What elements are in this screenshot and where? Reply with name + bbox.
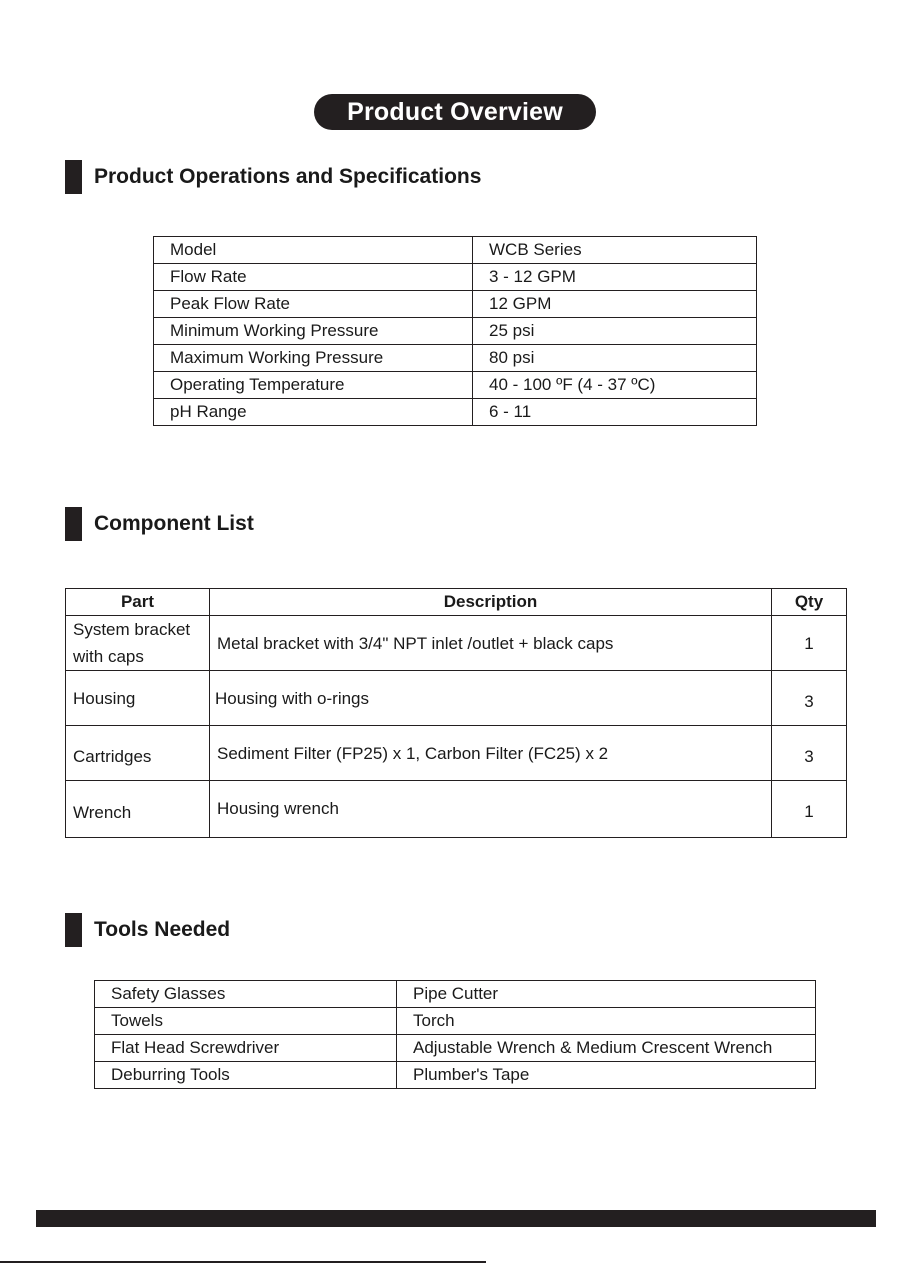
tool-cell: Torch (397, 1008, 816, 1035)
page-bottom-rule (0, 1261, 486, 1263)
table-row (66, 616, 847, 671)
spec-value: 6 - 11 (473, 399, 757, 426)
spec-value: 25 psi (473, 318, 757, 345)
spec-value: 3 - 12 GPM (473, 264, 757, 291)
table-row (66, 781, 847, 838)
spec-label: Model (154, 237, 473, 264)
part-cell: System bracket with caps (66, 616, 210, 671)
part-cell: Wrench (66, 781, 210, 838)
part-cell: Housing (66, 671, 210, 726)
description-cell: Housing with o-rings (210, 671, 772, 726)
qty-cell: 1 (772, 781, 847, 838)
spec-label: Operating Temperature (154, 372, 473, 399)
spec-label: pH Range (154, 399, 473, 426)
part-cell: Cartridges (66, 726, 210, 781)
component-table (65, 588, 847, 838)
section-marker (65, 507, 82, 541)
tool-cell: Plumber's Tape (397, 1062, 816, 1089)
footer-bar (36, 1210, 876, 1227)
tool-cell: Adjustable Wrench & Medium Crescent Wrench (397, 1035, 816, 1062)
column-header-description: Description (210, 589, 772, 616)
spec-value: 12 GPM (473, 291, 757, 318)
description-cell: Sediment Filter (FP25) x 1, Carbon Filter (FC25) x 2 (210, 726, 772, 781)
description-cell: Housing wrench (210, 781, 772, 838)
tool-cell: Deburring Tools (95, 1062, 397, 1089)
section-heading-components (65, 507, 254, 541)
tool-cell: Towels (95, 1008, 397, 1035)
table-row (154, 264, 757, 291)
tool-cell: Safety Glasses (95, 981, 397, 1008)
section-marker (65, 160, 82, 194)
table-row (154, 372, 757, 399)
table-row (95, 981, 816, 1008)
table-row (66, 726, 847, 781)
tool-cell: Flat Head Screwdriver (95, 1035, 397, 1062)
section-title-tools: Tools Needed (94, 918, 231, 941)
section-heading-specs (65, 160, 481, 194)
table-row (154, 399, 757, 426)
table-row (154, 291, 757, 318)
spec-label: Maximum Working Pressure (154, 345, 473, 372)
table-row (154, 318, 757, 345)
table-row (154, 345, 757, 372)
table-row (95, 1035, 816, 1062)
tool-cell: Pipe Cutter (397, 981, 816, 1008)
qty-cell: 3 (772, 671, 847, 726)
column-header-qty: Qty (772, 589, 847, 616)
table-header-row (66, 589, 847, 616)
specifications-table (153, 236, 757, 426)
table-row (66, 671, 847, 726)
section-heading-tools (65, 913, 230, 947)
table-row (154, 237, 757, 264)
spec-label: Flow Rate (154, 264, 473, 291)
qty-cell: 3 (772, 726, 847, 781)
qty-cell: 1 (772, 616, 847, 671)
description-cell: Metal bracket with 3/4" NPT inlet /outlet + black caps (210, 616, 772, 671)
section-marker (65, 913, 82, 947)
page-title: Product Overview (314, 94, 596, 130)
spec-label: Minimum Working Pressure (154, 318, 473, 345)
section-title-specs: Product Operations and Specifications (94, 165, 482, 188)
table-row (95, 1008, 816, 1035)
spec-value: WCB Series (473, 237, 757, 264)
section-title-components: Component List (94, 512, 254, 535)
spec-label: Peak Flow Rate (154, 291, 473, 318)
column-header-part: Part (66, 589, 210, 616)
spec-value: 40 - 100 ºF (4 - 37 ºC) (473, 372, 757, 399)
table-row (95, 1062, 816, 1089)
tools-table (94, 980, 816, 1089)
spec-value: 80 psi (473, 345, 757, 372)
